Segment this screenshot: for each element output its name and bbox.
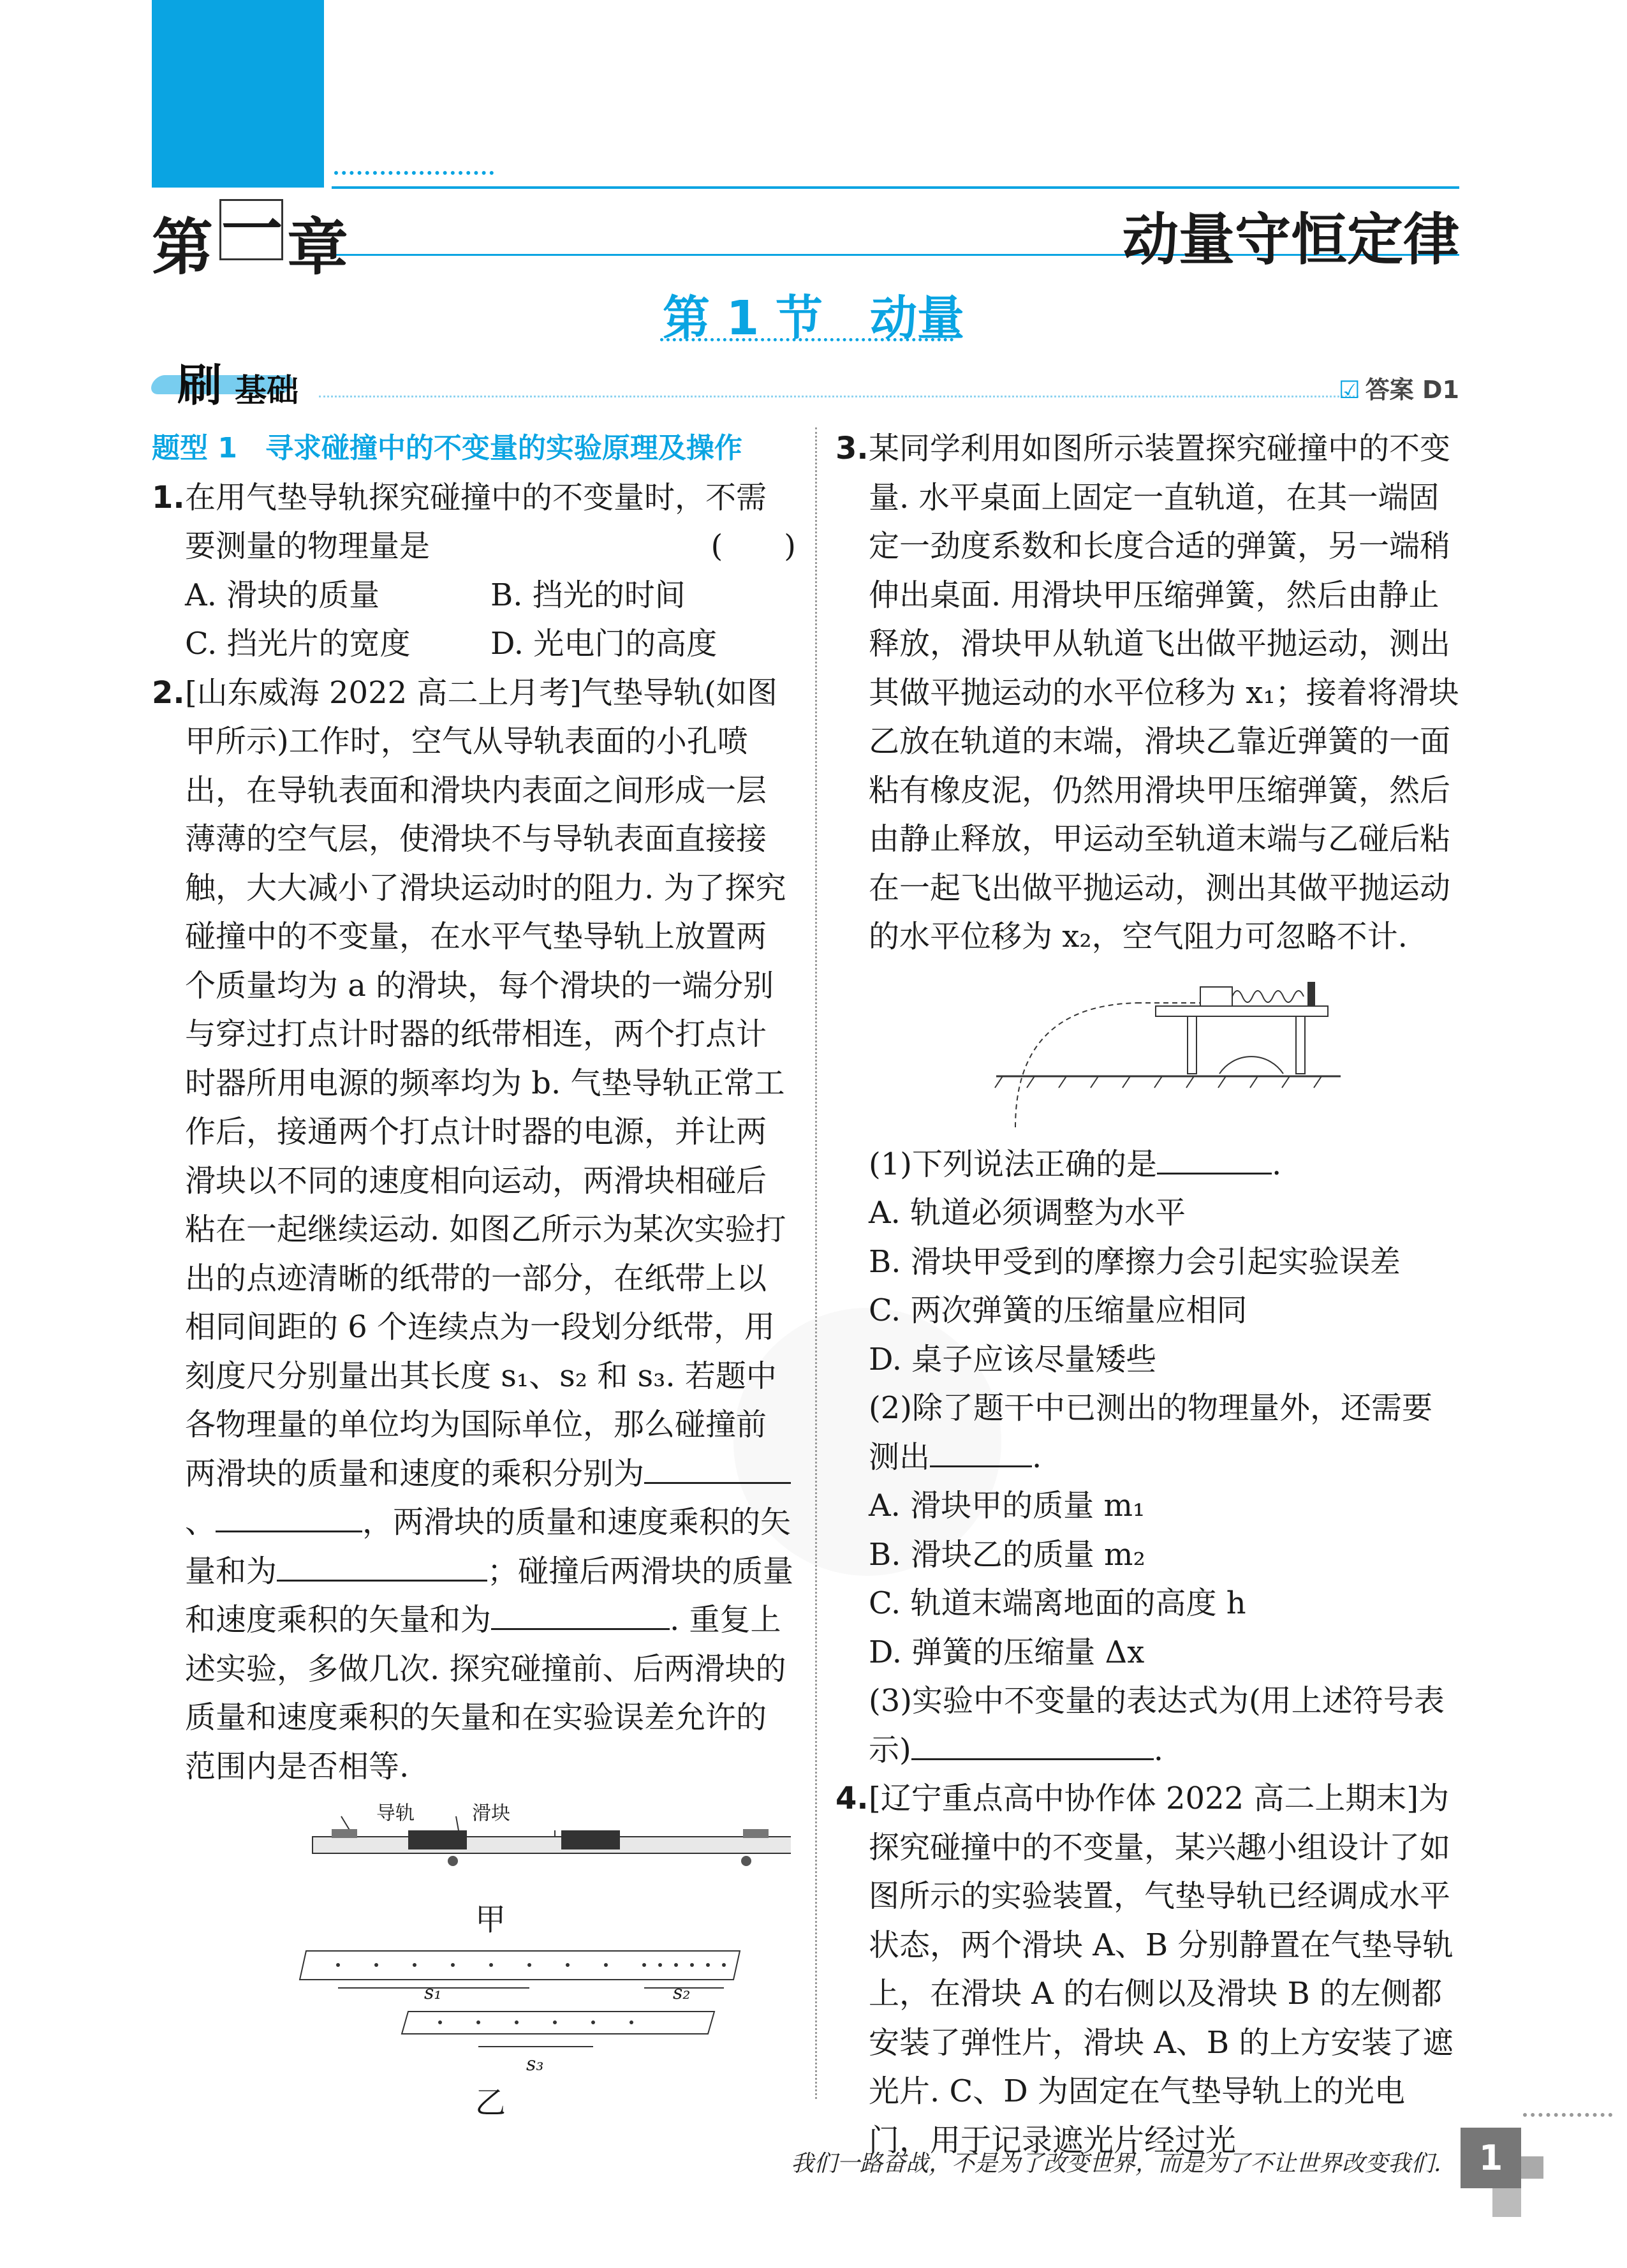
page-number: 1 [1461,2128,1521,2188]
chapter-label [152,194,351,286]
column-divider [815,427,817,2099]
question-number: 4. [836,1781,869,1816]
page-deco [1521,2156,1543,2179]
chapter-title: 动量守恒定律 [1122,207,1459,272]
question-number: 2. [152,674,185,711]
answer-paren: ( ) [710,528,796,564]
option-c: C. 轨道末端离地面的高度 h [869,1585,1246,1621]
label-slider: 滑块 [472,1802,510,1825]
option-d: D. 弹簧的压缩量 Δx [869,1634,1145,1670]
chapter-prefix: 第 [152,212,216,283]
brand-logo [152,350,318,411]
type-label: 题型 1 [152,432,237,464]
chapter-corner-block [152,0,324,188]
decor-dots [334,171,494,175]
tape-drawing [185,1945,823,2079]
sub-question-3 [869,1677,1461,1774]
option-d: D. 桌子应该尽量矮些 [869,1341,1157,1377]
answer-blank[interactable] [277,1548,487,1582]
answer-ref-text: 答案 D1 [1365,376,1459,404]
option-a: A. 轨道必须调整为水平 [869,1195,1186,1231]
page-deco [1492,2188,1521,2217]
sub-question-2 [869,1384,1461,1481]
spring-track-drawing [869,968,1443,1134]
figure-caption-a: 甲 [475,1902,506,1938]
right-column [836,424,1461,2165]
option-c: C. 两次弹簧的压缩量应相同 [869,1293,1248,1328]
question-stem: . 重复上述实验，多做几次. 探究碰撞前、后两滑块的质量和速度乘积的矢量和在实验误差允许的范围内是否相等. [185,1602,786,1784]
period: . [1272,1146,1282,1182]
question-stem: 碰撞后两滑块的质量和速度乘积的矢量和为 [185,1553,794,1638]
type-heading [152,424,796,473]
section-underline [660,338,953,341]
question-stem: ，两滑块的质量和速度乘积的矢量和为 [185,1504,791,1589]
period: . [1153,1731,1163,1768]
question-3 [836,424,1461,1774]
figure-caption-b: 乙 [475,2084,506,2121]
answer-blank[interactable] [216,1499,362,1532]
sub-question-1 [869,1140,1461,1189]
sub-question-text: (2)除了题干中已测出的物理量外，还需要测出 [869,1390,1432,1475]
answer-blank[interactable] [1157,1141,1272,1175]
figure-spring-track [869,968,1461,1134]
label-s2: s₂ [673,1981,691,2004]
header-rule-top [332,186,1459,189]
option-b: B. 挡光的时间 [490,577,686,613]
answer-blank[interactable] [911,1727,1154,1760]
separator: 、 [185,1504,216,1540]
question-1 [152,473,796,669]
figure-tape [185,1945,796,2079]
question-number: 1. [152,479,185,515]
options-row [185,619,796,669]
option-a: A. 滑块的质量 [185,577,380,613]
chapter-number: 一 [219,199,283,260]
footer-slogan: 我们一路奋战，不是为了改变世界，而是为了不让世界改变我们. [791,2151,1441,2177]
period: . [1032,1439,1042,1475]
left-column [152,424,796,2127]
question-source: [山东威海 2022 高二上月考] [185,674,582,711]
label-rail: 导轨 [376,1802,415,1825]
options-row [185,571,796,620]
question-source: [辽宁重点高中协作体 2022 高二上期末] [869,1781,1419,1816]
answer-reference [1339,370,1459,405]
question-stem: 为探究碰撞中的不变量，某兴趣小组设计了如图所示的实验装置，气垫导轨已经调成水平状态，两个滑块 A、B 分别静置在气垫导轨上，在滑块 A 的右侧以及滑块 B 的左侧都安装了弹性片，滑块 A、B 的上方安装了遮光片. C、D 为固定在气垫导轨上的光电门，用于记录遮光片经过光 [869,1781,1454,2158]
question-stem: 某同学利用如图所示装置探究碰撞中的不变量. 水平桌面上固定一直轨道，在其一端固定一劲度系数和长度合适的弹簧，另一端稍伸出桌面. 用滑块甲压缩弹簧，然后由静止释放，滑块甲从轨道飞出做平抛运动，测出其做平抛运动的水平位移为 x₁；接着将滑块乙放在轨道的末端，滑块乙靠近弹簧的一面粘有橡皮泥，仍然用滑块甲压缩弹簧，然后由静止释放，甲运动至轨道末端与乙碰后粘在一起飞出做平抛运动，测出其做平抛运动的水平位移为 x₂，空气阻力可忽略不计. [869,431,1459,954]
question-2 [152,669,796,2128]
option-a: A. 滑块甲的质量 m₁ [869,1488,1145,1523]
label-s1: s₁ [424,1981,442,2004]
brand-small: 基础 [235,372,298,409]
label-s3: s₃ [526,2052,544,2075]
checkmark-icon: ☑ [1338,376,1360,404]
answer-blank[interactable] [491,1597,670,1630]
option-c: C. 挡光片的宽度 [185,626,411,662]
option-d: D. 光电门的高度 [490,626,718,662]
sub-question-text: (1)下列说法正确的是 [869,1146,1157,1182]
brand-rule [319,396,1358,397]
figure-air-track [185,1797,796,1886]
brand-big: 刷 [177,359,222,411]
section-title: 第 1 节 动量 [662,291,964,346]
answer-blank[interactable] [644,1451,791,1484]
question-4 [836,1774,1461,2165]
chapter-suffix: 章 [287,212,351,283]
option-b: B. 滑块甲受到的摩擦力会引起实验误差 [869,1243,1401,1280]
sub-question-text: (3)实验中不变量的表达式为(用上述符号表示) [869,1683,1445,1768]
question-number: 3. [836,431,869,466]
question-stem: 气垫导轨(如图甲所示)工作时，空气从导轨表面的小孔喷出，在导轨表面和滑块内表面之间形成一层薄薄的空气层，使滑块不与导轨表面直接接触，大大减小了滑块运动时的阻力. 为了探究碰撞中的不变量，在水平气垫导轨上放置两个质量均为 a 的滑块，每个滑块的一端分别与穿过打点计时器的纸带相连，两个打点计时器所用电源的频率均为 b. 气垫导轨正常工作后，接通两个打点计时器的电源，并让两滑块以不同的速度相向运动，两滑块相碰后粘在一起继续运动. 如图乙所示为某次实验打出的点迹清晰的纸带的一部分，在纸带上以相同间距的 6 个连续点为一段划分纸带，用刻度尺分别量出其长度 s₁、s₂ 和 s₃. 若题中各物理量的单位均为国际单位，那么碰撞前两滑块的质量和速度的乘积分别为 [185,674,786,1492]
page-dots [1523,2113,1612,2117]
answer-blank[interactable] [930,1434,1032,1467]
option-b: B. 滑块乙的质量 m₂ [869,1536,1145,1573]
separator: ； [487,1553,519,1589]
type-title: 寻求碰撞中的不变量的实验原理及操作 [265,432,742,464]
question-stem: 在用气垫导轨探究碰撞中的不变量时，不需要测量的物理量是 [185,479,767,564]
